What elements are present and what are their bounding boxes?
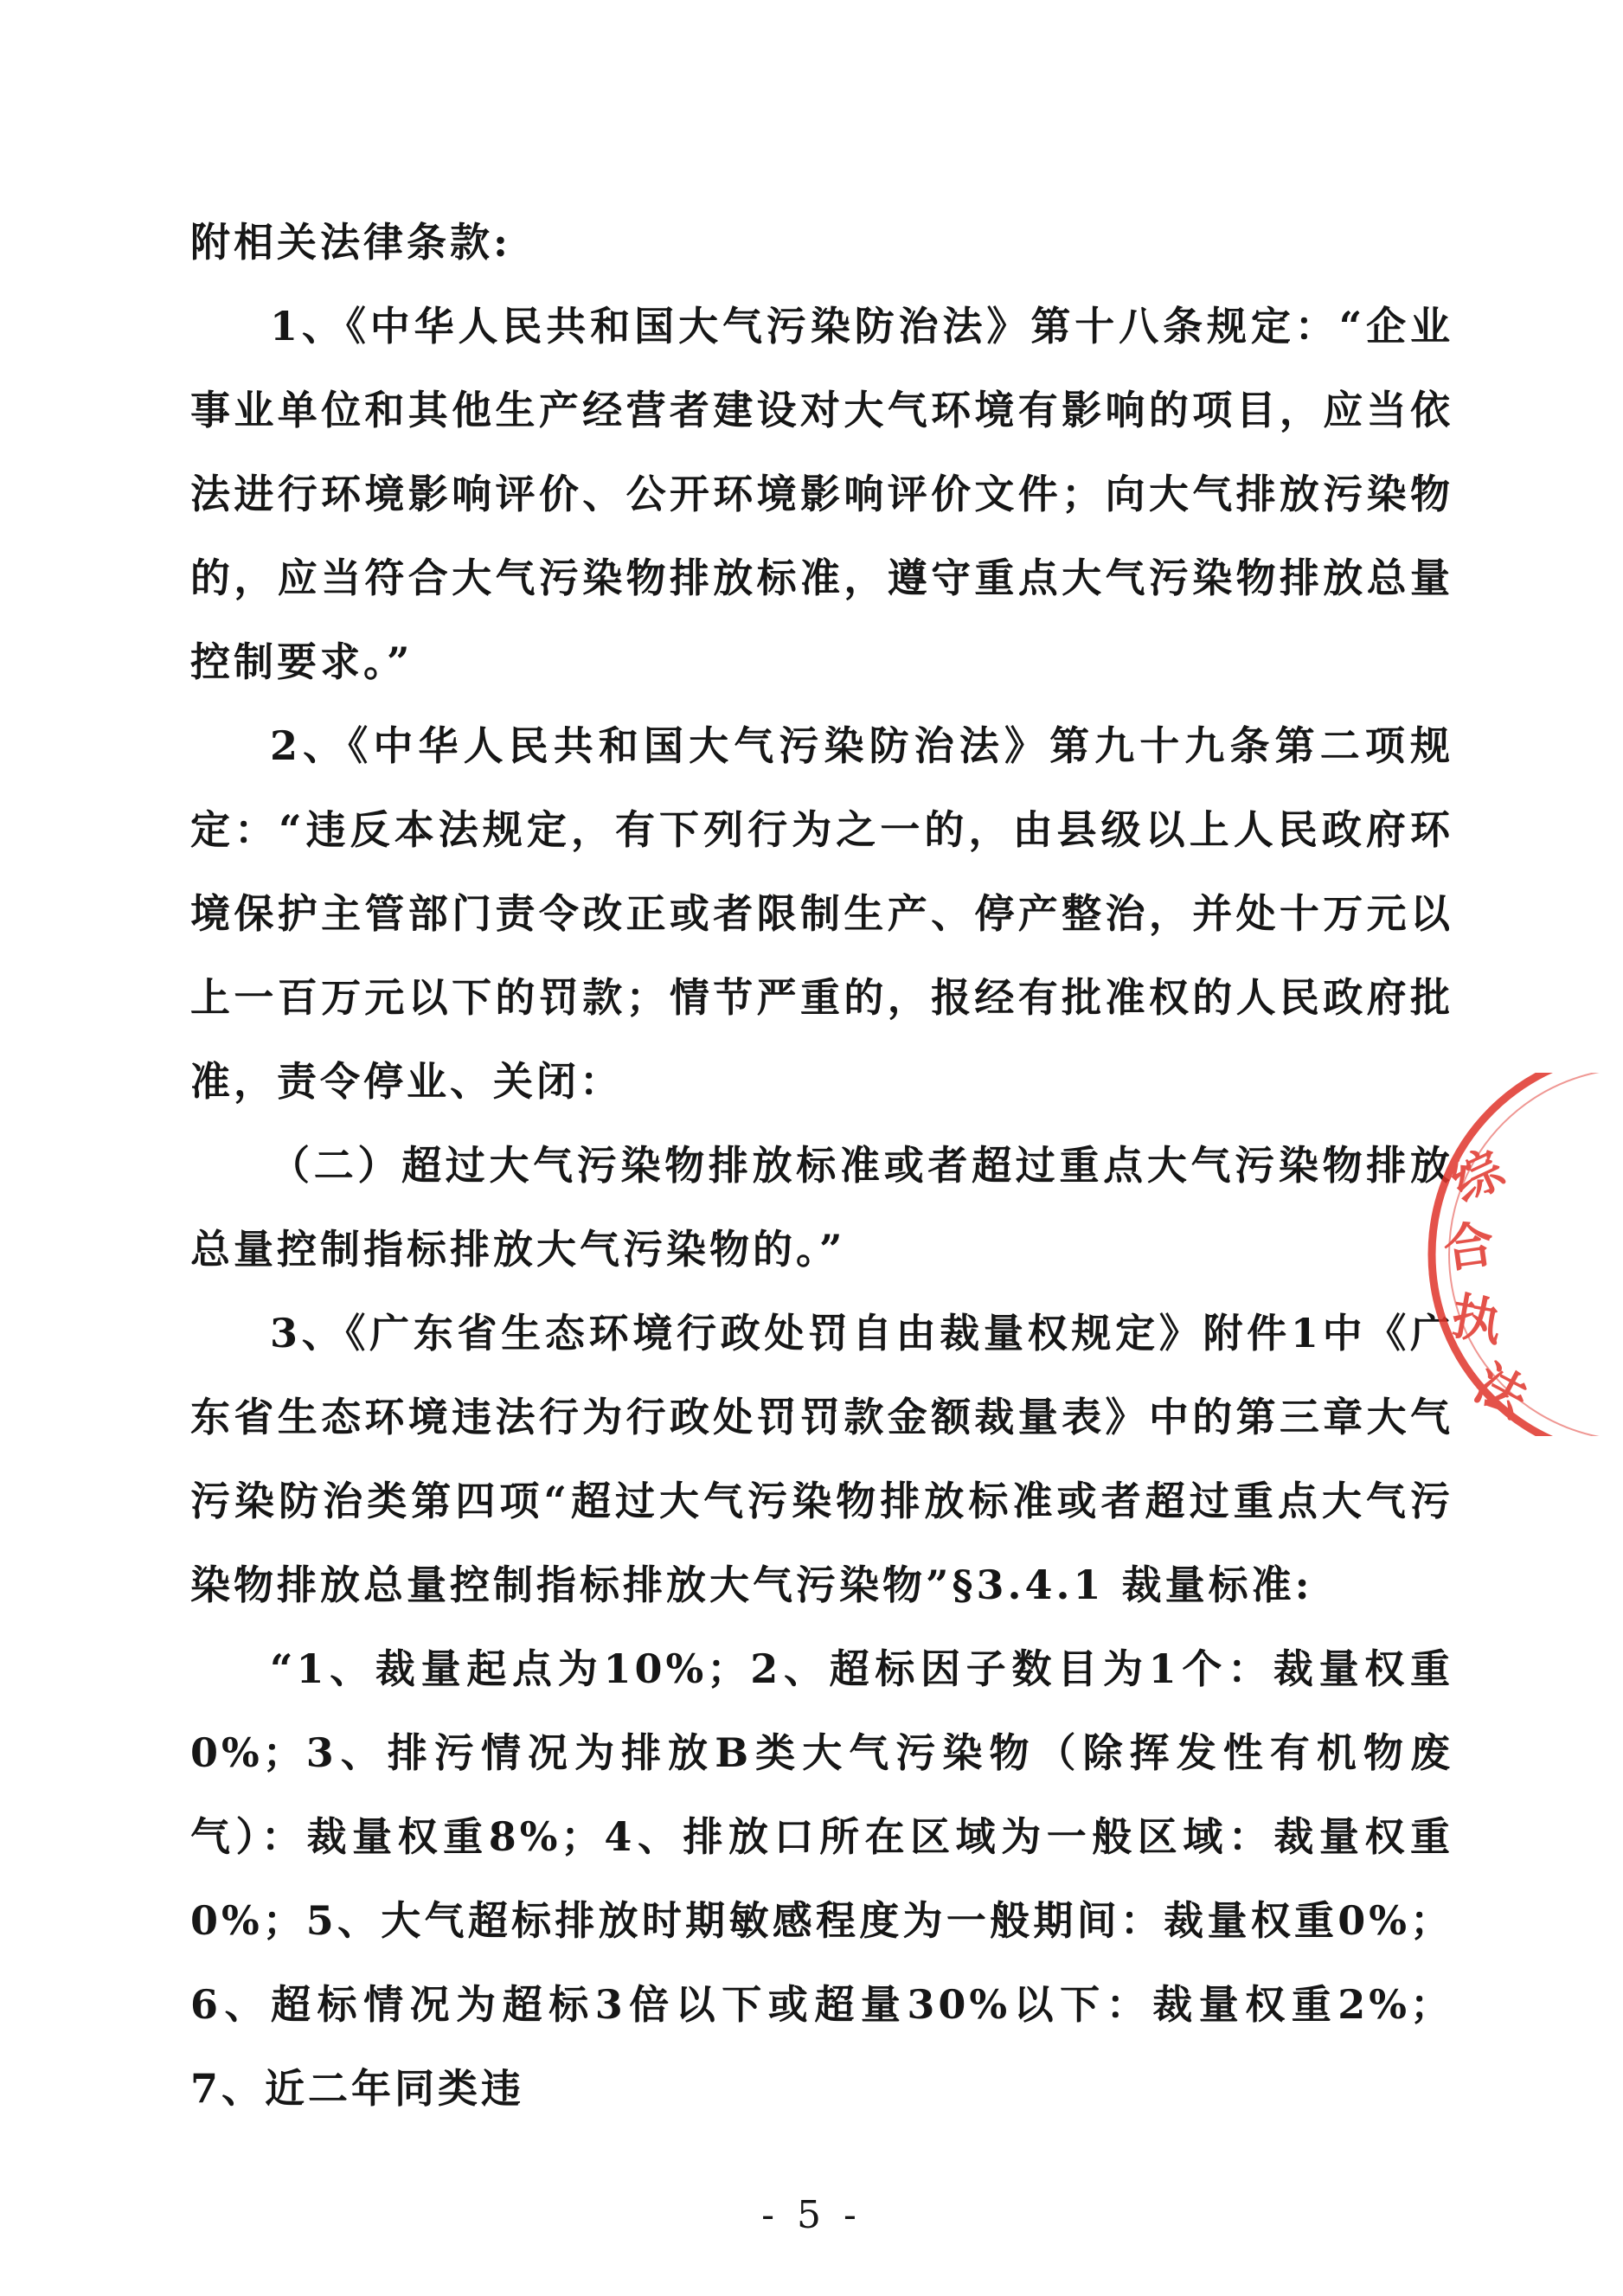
svg-text:综: 综 (1442, 1138, 1513, 1214)
clause-paragraph-4: “1、裁量起点为10%；2、超标因子数目为1个：裁量权重0%；3、排污情况为排放B类大气污染物（除挥发性有机物废气）：裁量权重8%；4、排放口所在区域为一般区域：裁量权重0%；5、大气超标排放时期敏感程度为一般期间：裁量权重0%；6、超标情况为超标3倍以下或超量30%以下：裁量权重2%；7、近二年同类违 (190, 1645, 1453, 2112)
page-number: - 5 - (761, 2193, 862, 2237)
svg-text:合: 合 (1440, 1214, 1498, 1279)
svg-text:执: 执 (1447, 1286, 1507, 1353)
clause-paragraph-1: 1、《中华人民共和国大气污染防治法》第十八条规定：“企业事业单位和其他生产经营者建设对大气环境有影响的项目，应当依法进行环境影响评价、公开环境影响评价文件；向大气排放污染物的，应当符合大气污染物排放标准，遵守重点大气污染物排放总量控制要求。” (190, 303, 1453, 685)
clause-paragraph-3: 3、《广东省生态环境行政处罚自由裁量权规定》附件1中《广东省生态环境违法行为行政处罚罚款金额裁量表》中的第三章大气污染防治类第四项“超过大气污染物排放标准或者超过重点大气污染物排放总量控制指标排放大气污染物”§3.4.1 裁量标准: (190, 1310, 1453, 1608)
svg-text:法: 法 (1465, 1353, 1537, 1429)
clause-paragraph-2: 2、《中华人民共和国大气污染防治法》第九十九条第二项规定：“违反本法规定，有下列行为之一的，由县级以上人民政府环境保护主管部门责令改正或者限制生产、停产整治，并处十万元以上一百万元以下的罚款；情节严重的，报经有批准权的人民政府批准，责令停业、关闭： (190, 722, 1453, 1105)
document-body (190, 201, 1453, 2131)
clause-paragraph-2-item: （二）超过大气污染物排放标准或者超过重点大气污染物排放总量控制指标排放大气污染物的。” (190, 1142, 1453, 1273)
attachment-heading: 附相关法律条款: (190, 219, 511, 266)
